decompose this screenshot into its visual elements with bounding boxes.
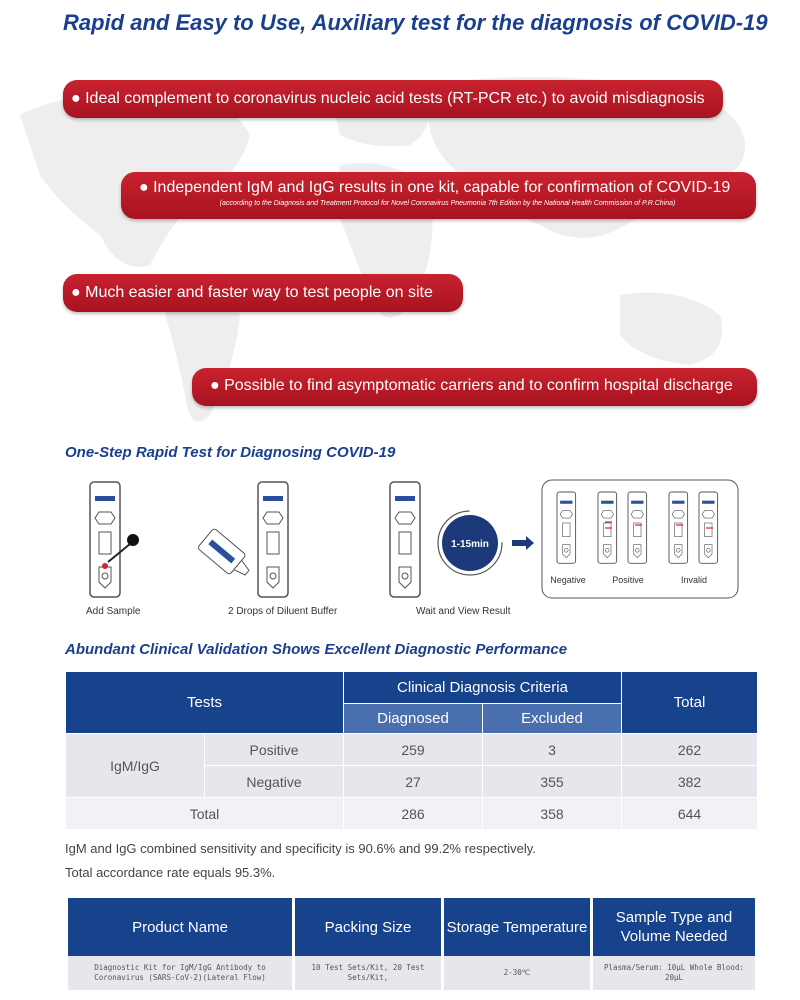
group-label: IgM/IgG xyxy=(66,734,205,798)
table-cell: 358 xyxy=(483,798,622,830)
header-storage: Storage Temperature xyxy=(443,898,592,956)
feature-subnote: (according to the Diagnosis and Treatment Protocol for Novel Coronavirus Pneumonia 7th Edition by the National Health Commission of P.R.China) xyxy=(219,200,676,207)
sensitivity-note: IgM and IgG combined sensitivity and specificity is 90.6% and 99.2% respectively. xyxy=(65,841,536,856)
feature-text: ● Much easier and faster way to test people on site xyxy=(71,284,433,301)
result-interpretation-panel xyxy=(542,480,738,598)
feature-pill-nucleic-acid xyxy=(63,80,723,118)
timer-label: 1-15min xyxy=(451,539,489,550)
step-caption-diluent: 2 Drops of Diluent Buffer xyxy=(228,606,338,617)
table-row xyxy=(66,734,758,766)
step-add-sample-illustration xyxy=(90,482,139,597)
table-cell: 286 xyxy=(344,798,483,830)
table-cell: 355 xyxy=(483,766,622,798)
table-cell: 3 xyxy=(483,734,622,766)
header-diagnosed: Diagnosed xyxy=(344,704,483,734)
steps-heading: One-Step Rapid Test for Diagnosing COVID-19 xyxy=(65,444,396,461)
table-cell: Positive xyxy=(205,734,344,766)
feature-pill-asymptomatic xyxy=(192,368,757,406)
table-cell: Total xyxy=(66,798,344,830)
header-tests: Tests xyxy=(66,672,344,734)
table-cell: 10 Test Sets/Kit, 20 Test Sets/Kit, xyxy=(294,956,443,990)
header-total: Total xyxy=(622,672,758,734)
table-row xyxy=(67,898,757,956)
validation-heading: Abundant Clinical Validation Shows Excellent Diagnostic Performance xyxy=(65,641,568,658)
result-label-positive: Positive xyxy=(612,575,644,585)
table-row xyxy=(67,956,757,990)
header-packing-size: Packing Size xyxy=(294,898,443,956)
table-row xyxy=(66,672,758,704)
table-cell: Plasma/Serum: 10μL Whole Blood: 20μL xyxy=(592,956,757,990)
feature-pill-igm-igg xyxy=(121,172,756,219)
feature-text: ● Ideal complement to coronavirus nucleic acid tests (RT-PCR etc.) to avoid misdiagnosis xyxy=(71,90,705,107)
page-title: Rapid and Easy to Use, Auxiliary test for the diagnosis of COVID-19 xyxy=(63,10,768,35)
step-wait-illustration xyxy=(390,482,534,597)
accordance-note: Total accordance rate equals 95.3%. xyxy=(65,865,276,880)
table-row-total xyxy=(66,798,758,830)
table-cell: 644 xyxy=(622,798,758,830)
table-cell: 2-30℃ xyxy=(443,956,592,990)
header-sample-type: Sample Type and Volume Needed xyxy=(592,898,757,956)
table-cell: Negative xyxy=(205,766,344,798)
table-cell: 262 xyxy=(622,734,758,766)
step-caption-wait: Wait and View Result xyxy=(416,606,511,617)
header-product-name: Product Name xyxy=(67,898,294,956)
step-diluent-illustration xyxy=(197,482,288,597)
table-cell: 382 xyxy=(622,766,758,798)
header-excluded: Excluded xyxy=(483,704,622,734)
feature-text: ● Independent IgM and IgG results in one kit, capable for confirmation of COVID-19 xyxy=(139,179,731,196)
product-info-table xyxy=(65,898,758,990)
clinical-validation-table xyxy=(65,671,758,830)
header-criteria: Clinical Diagnosis Criteria xyxy=(344,672,622,704)
feature-text: ● Possible to find asymptomatic carriers and to confirm hospital discharge xyxy=(210,377,733,394)
feature-pill-on-site xyxy=(63,274,463,312)
table-cell: Diagnostic Kit for IgM/IgG Antibody to Coronavirus (SARS-CoV-2)(Lateral Flow) xyxy=(67,956,294,990)
step-caption-add-sample: Add Sample xyxy=(86,606,141,617)
table-cell: 259 xyxy=(344,734,483,766)
result-label-negative: Negative xyxy=(550,575,586,585)
result-label-invalid: Invalid xyxy=(680,575,708,585)
test-procedure-illustration xyxy=(0,470,800,615)
table-cell: 27 xyxy=(344,766,483,798)
